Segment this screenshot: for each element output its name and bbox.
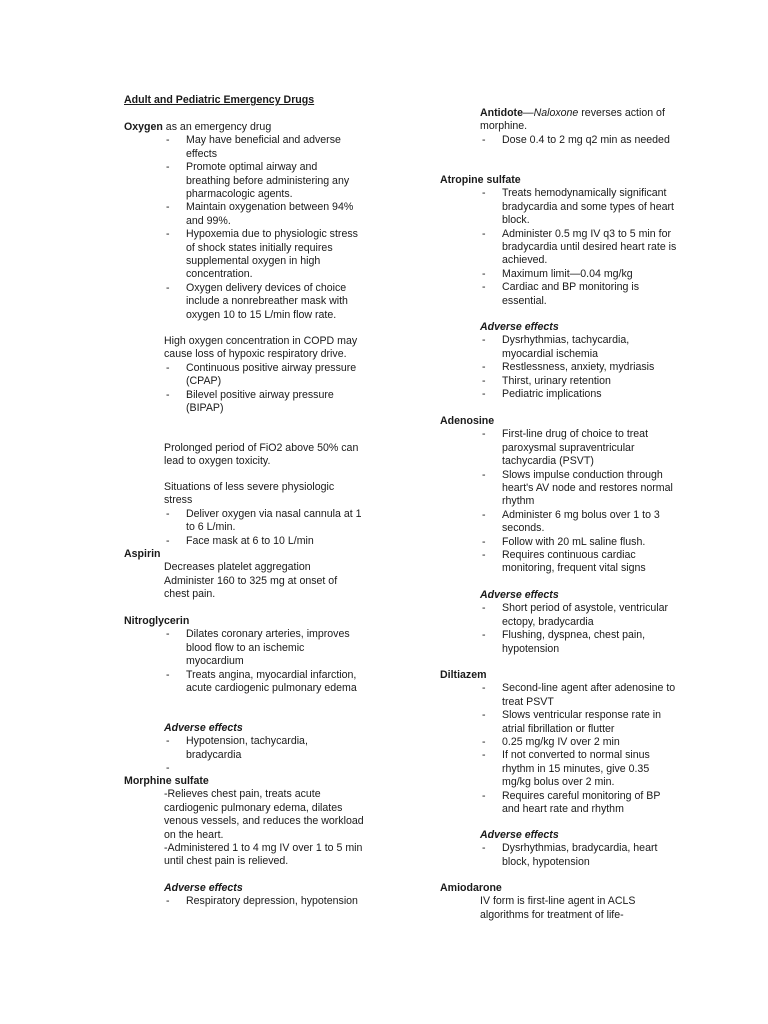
list-item: - Follow with 20 mL saline flush. bbox=[440, 536, 680, 549]
list-item: - Thirst, urinary retention bbox=[440, 375, 680, 388]
oxygen-copd bbox=[124, 335, 364, 415]
less-severe-text: Situations of less severe physiologic stress bbox=[164, 481, 335, 507]
oxygen-less-severe bbox=[124, 481, 364, 548]
list-item: - Maintain oxygenation between 94% and 99%. bbox=[124, 201, 364, 228]
diltiazem-heading: Diltiazem bbox=[440, 669, 487, 681]
atropine-heading: Atropine sulfate bbox=[440, 174, 521, 186]
nitroglycerin-bullets bbox=[124, 628, 364, 695]
oxygen-toxicity bbox=[124, 442, 364, 469]
list-item: - First-line drug of choice to treat paroxysmal supraventricular tachycardia (PSVT) bbox=[440, 428, 680, 468]
oxygen-name: Oxygen bbox=[124, 121, 163, 133]
oxygen-bullets bbox=[124, 134, 364, 322]
list-item: - Dilates coronary arteries, improves blood flow to an ischemic myocardium bbox=[124, 628, 364, 668]
aspirin-section bbox=[124, 548, 364, 602]
adverse-effects-label: Adverse effects bbox=[164, 882, 243, 894]
copd-text: High oxygen concentration in COPD may cause loss of hypoxic respiratory drive. bbox=[164, 335, 358, 361]
antidote-dash: — bbox=[522, 107, 534, 119]
antidote-bullets bbox=[440, 134, 680, 147]
list-item: - If not converted to normal sinus rhythm in 15 minutes, give 0.35 mg/kg bolus over 2 min. bbox=[440, 749, 680, 789]
list-item: - May have beneficial and adverse effects bbox=[124, 134, 364, 161]
adenosine-bullets bbox=[440, 428, 680, 575]
list-item: - Requires careful monitoring of BP and heart rate and rhythm bbox=[440, 790, 680, 817]
list-item: - Hypoxemia due to physiologic stress of shock states initially requires supplemental oxygen in high concentration. bbox=[124, 228, 364, 282]
adenosine-section bbox=[440, 415, 680, 576]
copd-bullets bbox=[124, 362, 364, 416]
list-item: - Requires continuous cardiac monitoring, frequent vital signs bbox=[440, 549, 680, 576]
antidote-section bbox=[440, 107, 680, 147]
list-item: - Hypotension, tachycardia, bradycardia bbox=[124, 735, 364, 762]
list-item: - 0.25 mg/kg IV over 2 min bbox=[440, 736, 680, 749]
antidote-text bbox=[480, 107, 680, 134]
aspirin-line: Administer 160 to 325 mg at onset of chest pain. bbox=[164, 574, 338, 601]
adverse-effects-label: Adverse effects bbox=[480, 321, 559, 333]
amiodarone-section bbox=[440, 882, 680, 922]
list-item: - Pediatric implications bbox=[440, 388, 680, 401]
atropine-adverse-list bbox=[440, 334, 680, 401]
diltiazem-adverse-list bbox=[440, 842, 680, 869]
list-item: - Oxygen delivery devices of choice include a nonrebreather mask with oxygen 10 to 15 L/min flow rate. bbox=[124, 282, 364, 322]
diltiazem-bullets bbox=[440, 682, 680, 816]
morphine-adverse bbox=[124, 882, 364, 909]
oxygen-intro: as an emergency drug bbox=[162, 121, 272, 133]
nitroglycerin-adverse-list bbox=[124, 735, 364, 762]
list-item: - Bilevel positive airway pressure (BIPAP) bbox=[124, 389, 364, 416]
atropine-bullets bbox=[440, 187, 680, 308]
aspirin-heading: Aspirin bbox=[124, 548, 161, 560]
list-item: - Dysrhythmias, tachycardia, myocardial ischemia bbox=[440, 334, 680, 361]
list-item: - Short period of asystole, ventricular ectopy, bradycardia bbox=[440, 602, 680, 629]
list-item: - Restlessness, anxiety, mydriasis bbox=[440, 361, 680, 374]
atropine-adverse bbox=[440, 321, 680, 401]
list-item: - Deliver oxygen via nasal cannula at 1 to 6 L/min. bbox=[124, 508, 364, 535]
amiodarone-heading: Amiodarone bbox=[440, 882, 502, 894]
diltiazem-adverse bbox=[440, 829, 680, 869]
list-item: - Second-line agent after adenosine to treat PSVT bbox=[440, 682, 680, 709]
morphine-section bbox=[124, 775, 364, 869]
list-item: - Respiratory depression, hypotension bbox=[124, 895, 364, 908]
list-item: - Flushing, dyspnea, chest pain, hypotension bbox=[440, 629, 680, 656]
adverse-effects-label: Adverse effects bbox=[480, 589, 559, 601]
adenosine-adverse-list bbox=[440, 602, 680, 656]
aspirin-line: Decreases platelet aggregation bbox=[164, 561, 311, 574]
antidote-drug: Naloxone bbox=[533, 107, 579, 119]
morphine-adverse-list bbox=[124, 895, 364, 908]
list-item: - Dose 0.4 to 2 mg q2 min as needed bbox=[440, 134, 680, 147]
nitroglycerin-adverse bbox=[124, 722, 364, 762]
diltiazem-section bbox=[440, 669, 680, 816]
antidote-label: Antidote bbox=[480, 107, 523, 119]
page-title: Adult and Pediatric Emergency Drugs bbox=[124, 94, 315, 106]
nitroglycerin-heading: Nitroglycerin bbox=[124, 615, 190, 627]
adenosine-adverse bbox=[440, 589, 680, 656]
list-item: - Treats angina, myocardial infarction, acute cardiogenic pulmonary edema bbox=[124, 669, 364, 696]
toxicity-text: Prolonged period of FiO2 above 50% can lead to oxygen toxicity. bbox=[164, 442, 359, 468]
list-item: - Slows impulse conduction through heart's AV node and restores normal rhythm bbox=[440, 469, 680, 509]
list-item: - Administer 0.5 mg IV q3 to 5 min for bradycardia until desired heart rate is achieved. bbox=[440, 228, 680, 268]
morphine-line: -Relieves chest pain, treats acute cardiogenic pulmonary edema, dilates venous vessels, and reduces the workload on the heart. bbox=[164, 788, 364, 841]
morphine-line: -Administered 1 to 4 mg IV over 1 to 5 min until chest pain is relieved. bbox=[164, 842, 363, 868]
amiodarone-text: IV form is first-line agent in ACLS algorithms for treatment of life- bbox=[480, 895, 636, 921]
atropine-section bbox=[440, 174, 680, 308]
nitroglycerin-section bbox=[124, 615, 364, 695]
list-item: - Face mask at 6 to 10 L/min bbox=[124, 535, 364, 548]
list-item: - Promote optimal airway and breathing before administering any pharmacologic agents. bbox=[124, 161, 364, 201]
oxygen-section bbox=[124, 121, 364, 322]
adenosine-heading: Adenosine bbox=[440, 415, 495, 427]
list-item: - Continuous positive airway pressure (CPAP) bbox=[124, 362, 364, 389]
adverse-effects-label: Adverse effects bbox=[480, 829, 559, 841]
oxygen-heading bbox=[124, 121, 364, 134]
list-item: - Dysrhythmias, bradycardia, heart block, hypotension bbox=[440, 842, 680, 869]
morphine-heading: Morphine sulfate bbox=[124, 775, 209, 787]
adverse-effects-label: Adverse effects bbox=[164, 722, 243, 734]
less-severe-bullets bbox=[124, 508, 364, 548]
list-item: - Administer 6 mg bolus over 1 to 3 seconds. bbox=[440, 509, 680, 536]
list-item: - Maximum limit—0.04 mg/kg bbox=[440, 268, 680, 281]
list-item: - Treats hemodynamically significant bradycardia and some types of heart block. bbox=[440, 187, 680, 227]
antidote-desc: reverses action of morphine. bbox=[480, 107, 665, 133]
list-item: - Slows ventricular response rate in atrial fibrillation or flutter bbox=[440, 709, 680, 736]
list-item: - Cardiac and BP monitoring is essential. bbox=[440, 281, 680, 308]
